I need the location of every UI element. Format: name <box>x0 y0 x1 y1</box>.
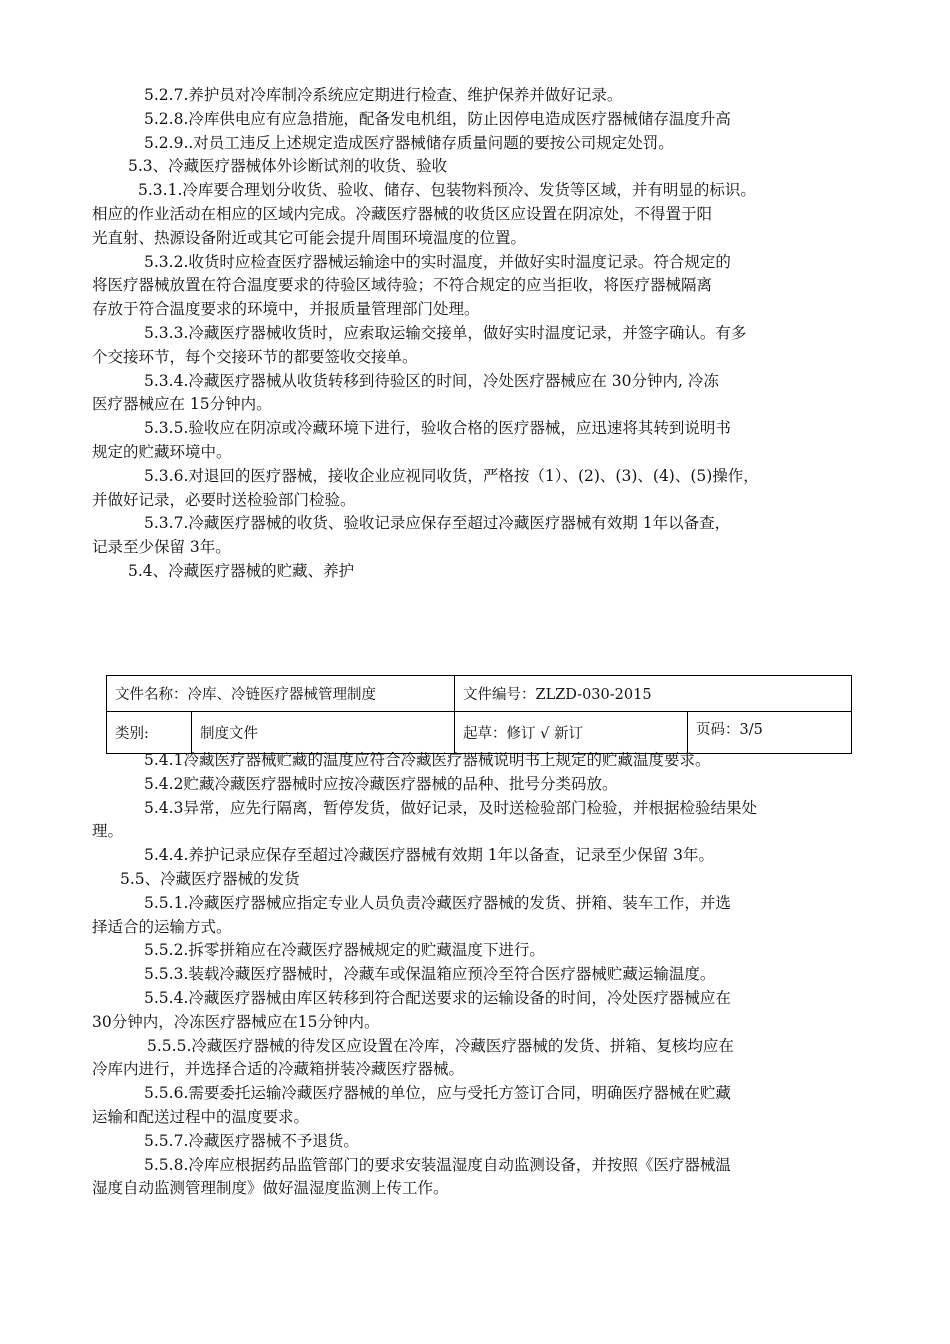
paragraph-line: 光直射、热源设备附近或其它可能会提升周围环境温度的位置。 <box>92 228 527 247</box>
section-heading: 5.4、冷藏医疗器械的贮藏、养护 <box>128 561 355 580</box>
top-text-block <box>92 84 862 584</box>
paragraph-line: 5.5.3.装载冷藏医疗器械时，冷藏车或保温箱应预冷至符合医疗器械贮藏运输温度。 <box>144 965 716 984</box>
paragraph-line: 5.4.3异常，应先行隔离，暂停发货，做好记录，及时送检验部门检验，并根据检验结果处 <box>144 798 757 817</box>
draft-status-cell: 起草：修订 √ 新订 <box>455 712 688 754</box>
file-name-cell: 文件名称：冷库、冷链医疗器械管理制度 <box>107 676 455 712</box>
paragraph-line: 5.2.9..对员工违反上述规定造成医疗器械储存质量问题的要按公司规定处罚。 <box>144 133 674 152</box>
header-row <box>107 712 852 754</box>
paragraph-line: 5.2.8.冷库供电应有应急措施，配备发电机组，防止因停电造成医疗器械储存温度升高 <box>144 109 731 128</box>
paragraph-line: 5.5.1.冷藏医疗器械应指定专业人员负责冷藏医疗器械的发货、拼箱、装车工作，并选 <box>144 893 731 912</box>
paragraph-line: 湿度自动监测管理制度》做好温湿度监测上传工作。 <box>92 1179 449 1198</box>
paragraph-line: 5.4.4.养护记录应保存至超过冷藏医疗器械有效期 1年以备查，记录至少保留 3年。 <box>144 846 714 865</box>
paragraph-line: 记录至少保留 3年。 <box>92 538 231 557</box>
category-label-cell: 类别: <box>107 712 192 754</box>
paragraph-line: 5.3.6.对退回的医疗器械，接收企业应视同收货，严格按（1）、(2)、(3)、(4)、(5)操作， <box>144 466 759 485</box>
paragraph-line: 个交接环节，每个交接环节的都要签收交接单。 <box>92 347 418 366</box>
paragraph-line: 5.5.2.拆零拼箱应在冷藏医疗器械规定的贮藏温度下进行。 <box>144 941 545 960</box>
paragraph-line: 5.5.5.冷藏医疗器械的待发区应设置在冷库，冷藏医疗器械的发货、拼箱、复核均应在 <box>147 1036 734 1055</box>
paragraph-line: 相应的作业活动在相应的区域内完成。冷藏医疗器械的收货区应设置在阴凉处，不得置于阳 <box>92 204 713 223</box>
paragraph-line: 5.3.5.验收应在阴凉或冷藏环境下进行，验收合格的医疗器械，应迅速将其转到说明书 <box>144 419 731 438</box>
paragraph-line: 5.5.6.需要委托运输冷藏医疗器械的单位，应与受托方签订合同，明确医疗器械在贮藏 <box>144 1084 731 1103</box>
paragraph-line: 5.3.3.冷藏医疗器械收货时，应索取运输交接单，做好实时温度记录，并签字确认。有多 <box>144 323 747 342</box>
category-value-cell: 制度文件 <box>192 712 455 754</box>
paragraph-line: 运输和配送过程中的温度要求。 <box>92 1107 310 1126</box>
paragraph-line: 将医疗器械放置在符合温度要求的待验区域待验；不符合规定的应当拒收，将医疗器械隔离 <box>92 276 713 295</box>
paragraph-line: 存放于符合温度要求的环境中，并报质量管理部门处理。 <box>92 300 480 319</box>
paragraph-line: 5.3.4.冷藏医疗器械从收货转移到待验区的时间，冷处医疗器械应在 30分钟内, 冷冻 <box>144 371 719 390</box>
bottom-text-block <box>92 749 862 1201</box>
paragraph-line: 理。 <box>92 822 124 841</box>
paragraph-line: 5.5.7.冷藏医疗器械不予退货。 <box>144 1131 359 1150</box>
paragraph-line: 5.3.1.冷库要合理划分收货、验收、储存、包装物料预冷、发货等区域，并有明显的标识。 <box>138 181 756 200</box>
section-heading: 5.3、冷藏医疗器械体外诊断试剂的收货、验收 <box>128 157 448 176</box>
document-header-table <box>106 675 852 754</box>
section-heading: 5.5、冷藏医疗器械的发货 <box>120 869 300 888</box>
paragraph-line: 5.3.2.收货时应检查医疗器械运输途中的实时温度，并做好实时温度记录。符合规定的 <box>144 252 731 271</box>
paragraph-line: 5.5.4.冷藏医疗器械由库区转移到符合配送要求的运输设备的时间，冷处医疗器械应在 <box>144 988 731 1007</box>
paragraph-line: 5.4.2贮藏冷藏医疗器械时应按冷藏医疗器械的品种、批号分类码放。 <box>144 774 618 793</box>
paragraph-line: 5.2.7.养护员对冷库制冷系统应定期进行检查、维护保养并做好记录。 <box>144 86 623 104</box>
paragraph-line: 规定的贮藏环境中。 <box>92 442 232 461</box>
page-number-cell: 页码：3/5 <box>688 712 852 754</box>
paragraph-line: 医疗器械应在 15分钟内。 <box>92 395 272 414</box>
paragraph-line: 5.4.1冷藏医疗器械贮藏的温度应符合冷藏医疗器械说明书上规定的贮藏温度要求。 <box>144 751 711 769</box>
paragraph-line: 5.3.7.冷藏医疗器械的收货、验收记录应保存至超过冷藏医疗器械有效期 1年以备查， <box>144 514 731 533</box>
file-number-cell: 文件编号：ZLZD-030-2015 <box>455 676 852 712</box>
paragraph-line: 冷库内进行，并选择合适的冷藏箱拼装冷藏医疗器械。 <box>92 1060 465 1079</box>
paragraph-line: 30分钟内，冷冻医疗器械应在15分钟内。 <box>92 1012 380 1031</box>
paragraph-line: 5.5.8.冷库应根据药品监管部门的要求安装温湿度自动监测设备，并按照《医疗器械温 <box>144 1155 731 1174</box>
paragraph-line: 并做好记录，必要时送检验部门检验。 <box>92 490 356 509</box>
paragraph-line: 择适合的运输方式。 <box>92 917 232 936</box>
header-row <box>107 676 852 712</box>
